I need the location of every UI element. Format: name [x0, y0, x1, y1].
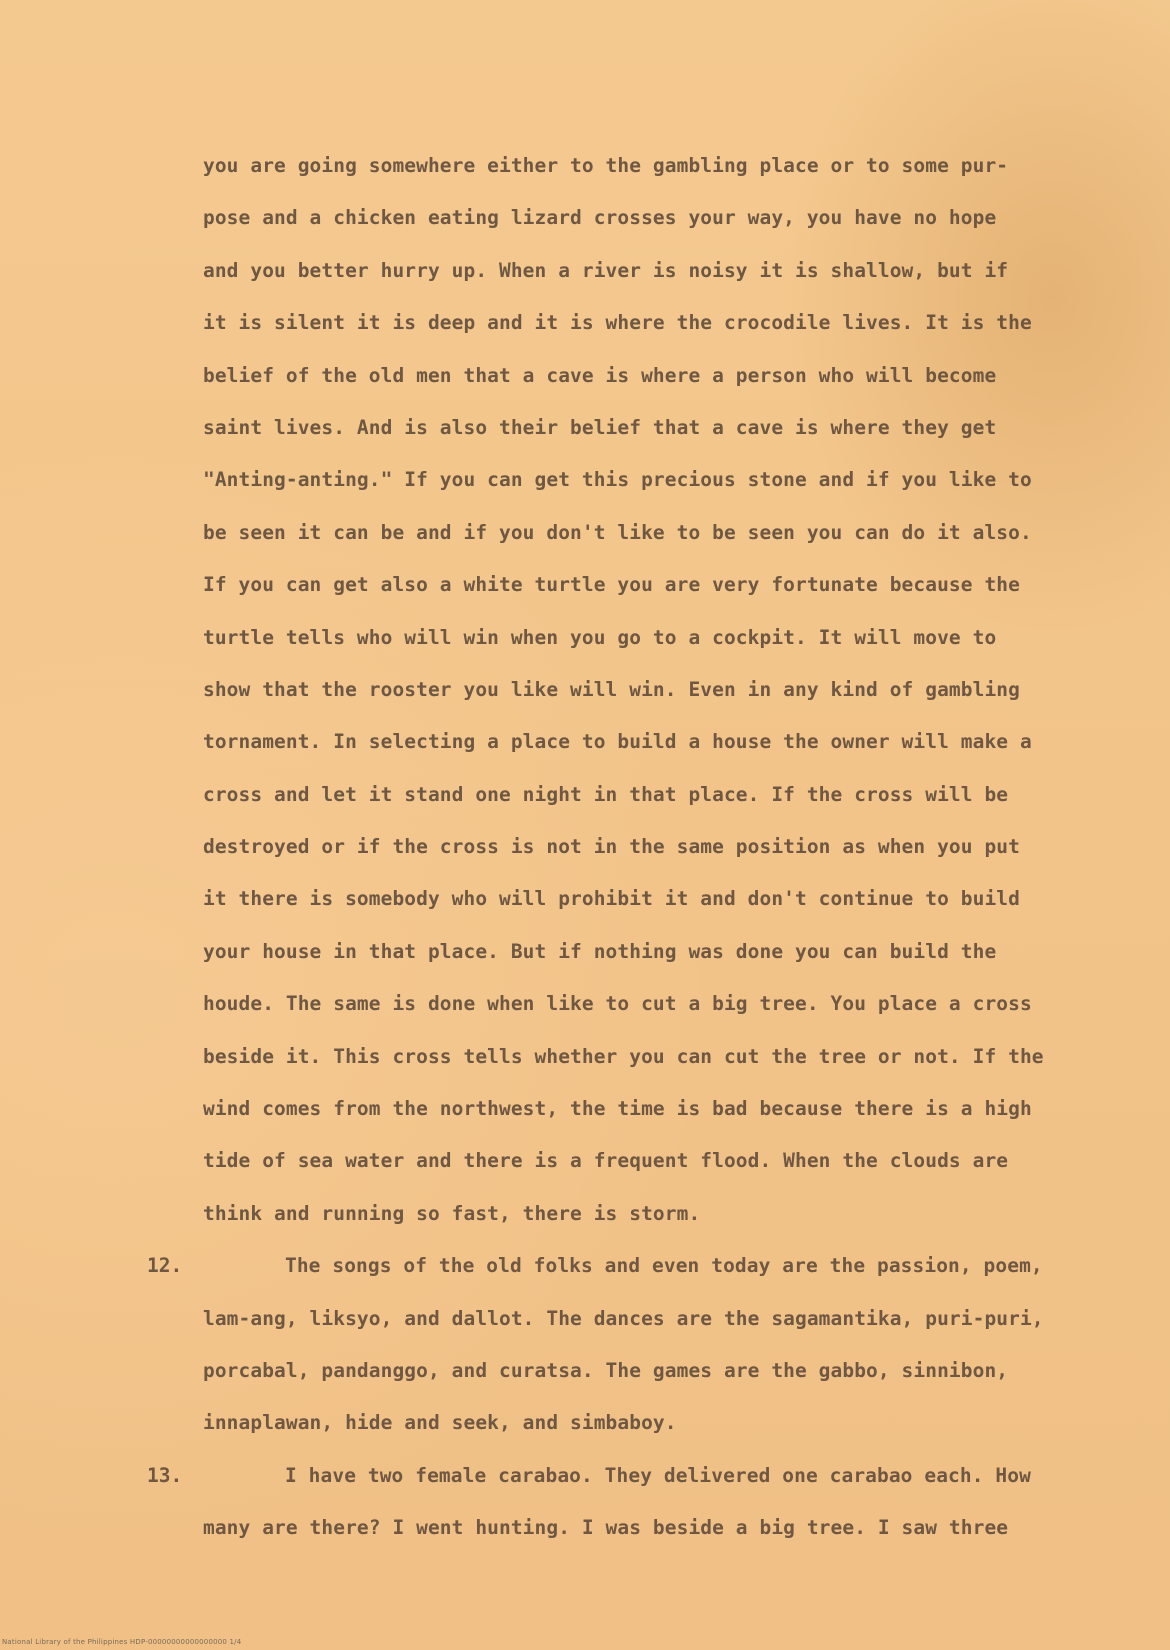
text-line: beside it. This cross tells whether you can cut the tree or not. If the — [203, 1044, 1044, 1068]
text-line: tornament. In selecting a place to build a house the owner will make a — [203, 730, 1032, 754]
text-line: wind comes from the northwest, the time is bad because there is a high — [203, 1097, 1032, 1121]
text-line: belief of the old men that a cave is where a person who will become — [203, 363, 997, 387]
text-line — [203, 1458, 1123, 1510]
item-number: 13. — [147, 1463, 183, 1487]
item-first-line: I have two female carabao. They delivered one carabao each. How — [285, 1463, 1031, 1487]
item-first-line: The songs of the old folks and even today are the passion, poem, — [285, 1254, 1043, 1278]
text-line: lam-ang, liksyo, and dallot. The dances are the sagamantika, puri-puri, — [203, 1306, 1044, 1330]
text-line: it is silent it is deep and it is where the crocodile lives. It is the — [203, 311, 1032, 335]
text-line: turtle tells who will win when you go to a cockpit. It will move to — [203, 625, 997, 649]
text-line: innaplawan, hide and seek, and simbaboy. — [203, 1411, 677, 1435]
item-number: 12. — [147, 1254, 183, 1278]
text-line: destroyed or if the cross is not in the same position as when you put — [203, 835, 1020, 859]
typewritten-text — [147, 148, 1123, 1563]
text-line: tide of sea water and there is a frequent flood. When the clouds are — [203, 1149, 1009, 1173]
text-line: be seen it can be and if you don't like to be seen you can do it also. — [203, 520, 1032, 544]
text-line: saint lives. And is also their belief that a cave is where they get — [203, 415, 997, 439]
text-line: pose and a chicken eating lizard crosses your way, you have no hope — [203, 206, 997, 230]
archive-footer: National Library of the Philippines HDP-00000000000000000 1/4 — [2, 1638, 242, 1646]
text-line: If you can get also a white turtle you are very fortunate because the — [203, 573, 1020, 597]
text-line: cross and let it stand one night in that place. If the cross will be — [203, 782, 1009, 806]
text-line: and you better hurry up. When a river is noisy it is shallow, but if — [203, 258, 1009, 282]
text-line: "Anting-anting." If you can get this precious stone and if you like to — [203, 468, 1032, 492]
numbered-item-13 — [147, 1458, 1123, 1563]
text-line: you are going somewhere either to the gambling place or to some pur- — [203, 154, 1009, 177]
text-line: show that the rooster you like will win. Even in any kind of gambling — [203, 677, 1020, 701]
text-line: houde. The same is done when like to cut a big tree. You place a cross — [203, 992, 1032, 1016]
paragraph-continuation — [203, 148, 1123, 1248]
text-line: it there is somebody who will prohibit it and don't continue to build — [203, 887, 1020, 911]
text-line — [203, 1248, 1123, 1300]
text-line: your house in that place. But if nothing was done you can build the — [203, 939, 997, 963]
text-line: think and running so fast, there is storm. — [203, 1201, 701, 1225]
text-line: porcabal, pandanggo, and curatsa. The games are the gabbo, sinnibon, — [203, 1358, 1009, 1382]
numbered-item-12 — [147, 1248, 1123, 1458]
text-line: many are there? I went hunting. I was beside a big tree. I saw three — [203, 1516, 1009, 1540]
